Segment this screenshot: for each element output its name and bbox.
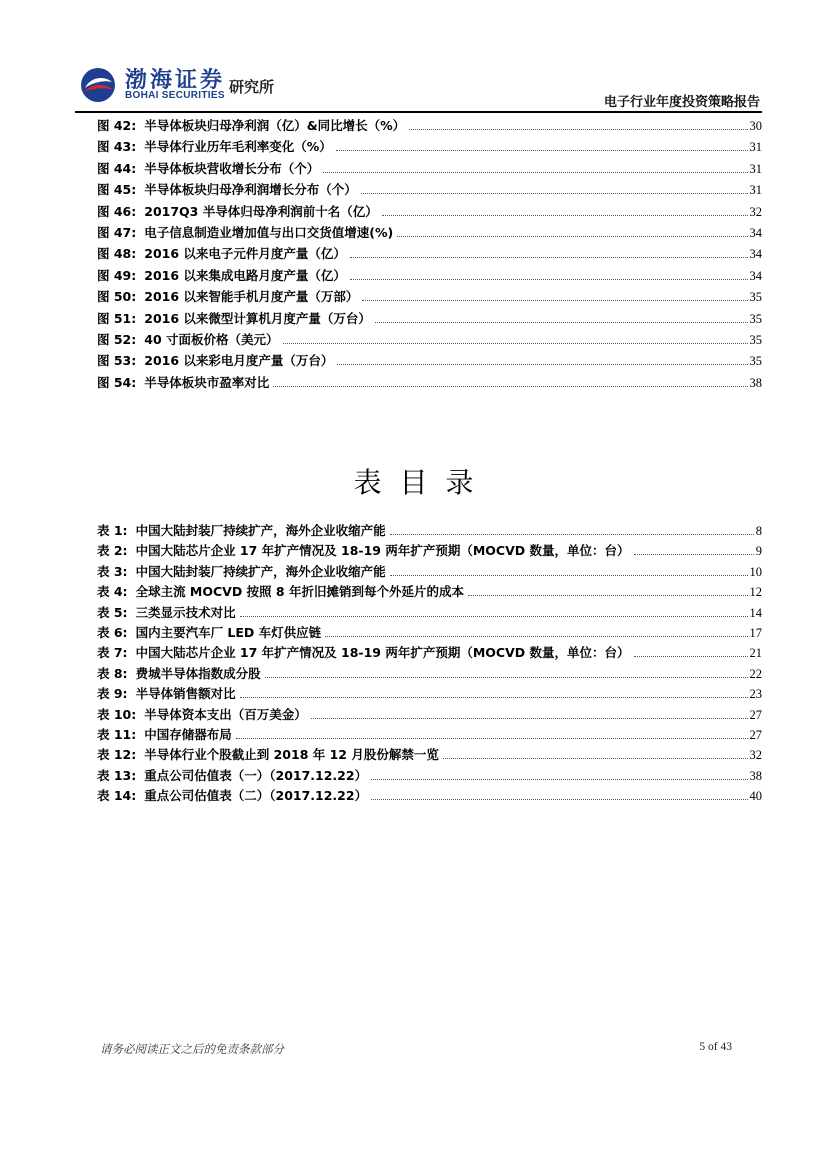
entry-label: 表 7: xyxy=(97,645,128,661)
dot-leader xyxy=(336,150,748,151)
entry-title: 40 寸面板价格（美元） xyxy=(144,331,279,347)
toc-entry[interactable] xyxy=(97,623,762,643)
header-divider xyxy=(75,111,762,113)
table-toc xyxy=(97,521,762,806)
page-number: 5 of 43 xyxy=(699,1041,732,1053)
entry-page: 10 xyxy=(749,564,762,579)
toc-entry[interactable] xyxy=(97,521,762,541)
entry-page: 40 xyxy=(749,789,762,804)
logo-chinese-name: 渤海证券 xyxy=(125,68,226,93)
entry-title: 2016 以来电子元件月度产量（亿） xyxy=(144,246,346,262)
entry-title: 费城半导体指数成分股 xyxy=(135,665,261,681)
toc-entry[interactable] xyxy=(97,541,762,561)
toc-entry[interactable] xyxy=(97,562,762,582)
entry-page: 35 xyxy=(749,290,762,305)
entry-title: 半导体资本支出（百万美金） xyxy=(144,706,307,722)
entry-label: 表 13: xyxy=(97,767,137,783)
dot-leader xyxy=(361,193,748,194)
entry-page: 27 xyxy=(749,707,762,722)
logo-english-name: BOHAI SECURITIES xyxy=(125,90,225,101)
dot-leader xyxy=(468,595,748,596)
dot-leader xyxy=(634,554,754,555)
entry-label: 图 48: xyxy=(97,246,137,262)
bohai-logo-icon xyxy=(79,66,117,104)
disclaimer-note: 请务必阅读正文之后的免责条款部分 xyxy=(100,1042,284,1056)
toc-entry[interactable] xyxy=(97,116,762,137)
toc-entry[interactable] xyxy=(97,159,762,180)
dot-leader xyxy=(362,300,747,301)
entry-page: 23 xyxy=(749,687,762,702)
entry-page: 31 xyxy=(749,183,762,198)
entry-label: 表 14: xyxy=(97,788,137,804)
entry-page: 22 xyxy=(749,666,762,681)
entry-title: 重点公司估值表（二）（2017.12.22） xyxy=(144,788,368,804)
entry-title: 半导体行业个股截止到 2018 年 12 月股份解禁一览 xyxy=(144,747,439,763)
toc-entry[interactable] xyxy=(97,137,762,158)
entry-page: 35 xyxy=(749,311,762,326)
toc-entry[interactable] xyxy=(97,202,762,223)
entry-title: 半导体行业历年毛利率变化（%） xyxy=(144,139,332,155)
entry-title: 2016 以来彩电月度产量（万台） xyxy=(144,353,334,369)
entry-label: 图 53: xyxy=(97,353,137,369)
entry-label: 图 44: xyxy=(97,160,137,176)
dot-leader xyxy=(350,279,748,280)
report-title: 电子行业年度投资策略报告 xyxy=(603,95,760,110)
toc-entry[interactable] xyxy=(97,373,762,394)
entry-title: 国内主要汽车厂 LED 车灯供应链 xyxy=(135,624,322,640)
entry-label: 表 11: xyxy=(97,726,137,742)
entry-label: 图 42: xyxy=(97,118,137,133)
entry-label: 表 3: xyxy=(97,563,128,579)
toc-entry[interactable] xyxy=(97,180,762,201)
entry-title: 2016 以来智能手机月度产量（万部） xyxy=(144,289,359,305)
entry-label: 表 5: xyxy=(97,604,128,620)
entry-label: 表 10: xyxy=(97,706,137,722)
entry-page: 38 xyxy=(749,375,762,390)
dot-leader xyxy=(397,236,747,237)
dot-leader xyxy=(240,616,748,617)
entry-title: 半导体板块归母净利润增长分布（个） xyxy=(144,182,357,198)
entry-title: 中国存储器布局 xyxy=(144,726,232,742)
entry-title: 半导体板块市盈率对比 xyxy=(144,374,270,390)
dot-leader xyxy=(265,677,748,678)
toc-entry[interactable] xyxy=(97,582,762,602)
dot-leader xyxy=(283,343,748,344)
dot-leader xyxy=(371,779,747,780)
entry-title: 半导体销售额对比 xyxy=(135,686,236,702)
entry-label: 图 49: xyxy=(97,267,137,283)
toc-entry[interactable] xyxy=(97,330,762,351)
toc-entry[interactable] xyxy=(97,745,762,765)
entry-label: 图 50: xyxy=(97,289,137,305)
entry-title: 2016 以来集成电路月度产量（亿） xyxy=(144,267,346,283)
entry-label: 图 43: xyxy=(97,139,137,155)
dot-leader xyxy=(337,364,747,365)
entry-title: 半导体板块归母净利润（亿）&同比增长（%） xyxy=(144,118,406,133)
entry-page: 35 xyxy=(749,332,762,347)
toc-entry[interactable] xyxy=(97,664,762,684)
entry-page: 35 xyxy=(749,354,762,369)
entry-page: 31 xyxy=(749,161,762,176)
entry-label: 图 54: xyxy=(97,374,137,390)
entry-title: 2017Q3 半导体归母净利润前十名（亿） xyxy=(144,203,378,219)
entry-page: 9 xyxy=(755,544,762,559)
toc-entry[interactable] xyxy=(97,725,762,745)
entry-page: 21 xyxy=(749,646,762,661)
entry-label: 表 4: xyxy=(97,584,128,600)
entry-label: 图 52: xyxy=(97,331,137,347)
dot-leader xyxy=(371,799,747,800)
entry-title: 三类显示技术对比 xyxy=(135,604,236,620)
institute-name: 研究所 xyxy=(229,78,275,96)
dot-leader xyxy=(311,718,748,719)
dot-leader xyxy=(390,575,748,576)
entry-page: 8 xyxy=(755,524,762,538)
entry-label: 表 6: xyxy=(97,624,128,640)
entry-title: 中国大陆芯片企业 17 年扩产情况及 18-19 两年扩产预期（MOCVD 数量，单位：台） xyxy=(135,543,630,559)
dot-leader xyxy=(240,697,748,698)
entry-title: 半导体板块营收增长分布（个） xyxy=(144,160,320,176)
entry-label: 表 2: xyxy=(97,543,128,559)
entry-page: 12 xyxy=(749,585,762,600)
toc-entry[interactable] xyxy=(97,684,762,704)
entry-page: 31 xyxy=(749,140,762,155)
entry-label: 图 47: xyxy=(97,224,137,240)
entry-title: 中国大陆封装厂持续扩产，海外企业收缩产能 xyxy=(135,563,386,579)
toc-entry[interactable] xyxy=(97,603,762,623)
toc-entry[interactable] xyxy=(97,705,762,725)
dot-leader xyxy=(382,215,748,216)
toc-entry[interactable] xyxy=(97,309,762,330)
toc-entry[interactable] xyxy=(97,786,762,806)
entry-title: 全球主流 MOCVD 按照 8 年折旧摊销到每个外延片的成本 xyxy=(135,584,464,600)
toc-entry[interactable] xyxy=(97,351,762,372)
entry-page: 34 xyxy=(749,268,762,283)
page-header xyxy=(75,58,762,114)
toc-entry[interactable] xyxy=(97,266,762,287)
entry-page: 32 xyxy=(749,748,762,763)
entry-label: 图 46: xyxy=(97,203,137,219)
toc-entry[interactable] xyxy=(97,244,762,265)
toc-entry[interactable] xyxy=(97,643,762,663)
entry-page: 17 xyxy=(749,625,762,640)
toc-entry[interactable] xyxy=(97,766,762,786)
entry-label: 表 12: xyxy=(97,747,137,763)
entry-title: 中国大陆芯片企业 17 年扩产情况及 18-19 两年扩产预期（MOCVD 数量，单位：台） xyxy=(135,645,630,661)
dot-leader xyxy=(390,534,754,535)
toc-entry[interactable] xyxy=(97,223,762,244)
dot-leader xyxy=(443,758,748,759)
toc-entry[interactable] xyxy=(97,287,762,308)
entry-page: 30 xyxy=(749,119,762,133)
entry-label: 表 1: xyxy=(97,523,128,538)
entry-label: 图 45: xyxy=(97,182,137,198)
entry-label: 表 9: xyxy=(97,686,128,702)
dot-leader xyxy=(409,129,747,130)
entry-page: 14 xyxy=(749,605,762,620)
dot-leader xyxy=(634,656,748,657)
dot-leader xyxy=(323,172,747,173)
entry-page: 27 xyxy=(749,727,762,742)
table-toc-heading: 表目录 xyxy=(353,466,492,499)
entry-page: 32 xyxy=(749,204,762,219)
dot-leader xyxy=(236,738,748,739)
entry-label: 表 8: xyxy=(97,665,128,681)
entry-title: 电子信息制造业增加值与出口交货值增速(%) xyxy=(144,224,394,240)
entry-page: 38 xyxy=(749,768,762,783)
entry-page: 34 xyxy=(749,247,762,262)
entry-title: 重点公司估值表（一）（2017.12.22） xyxy=(144,767,368,783)
entry-title: 2016 以来微型计算机月度产量（万台） xyxy=(144,310,371,326)
figure-toc xyxy=(97,116,762,394)
entry-title: 中国大陆封装厂持续扩产，海外企业收缩产能 xyxy=(135,523,386,538)
entry-page: 34 xyxy=(749,225,762,240)
dot-leader xyxy=(375,322,748,323)
dot-leader xyxy=(350,257,748,258)
dot-leader xyxy=(273,386,747,387)
entry-label: 图 51: xyxy=(97,310,137,326)
dot-leader xyxy=(325,636,747,637)
